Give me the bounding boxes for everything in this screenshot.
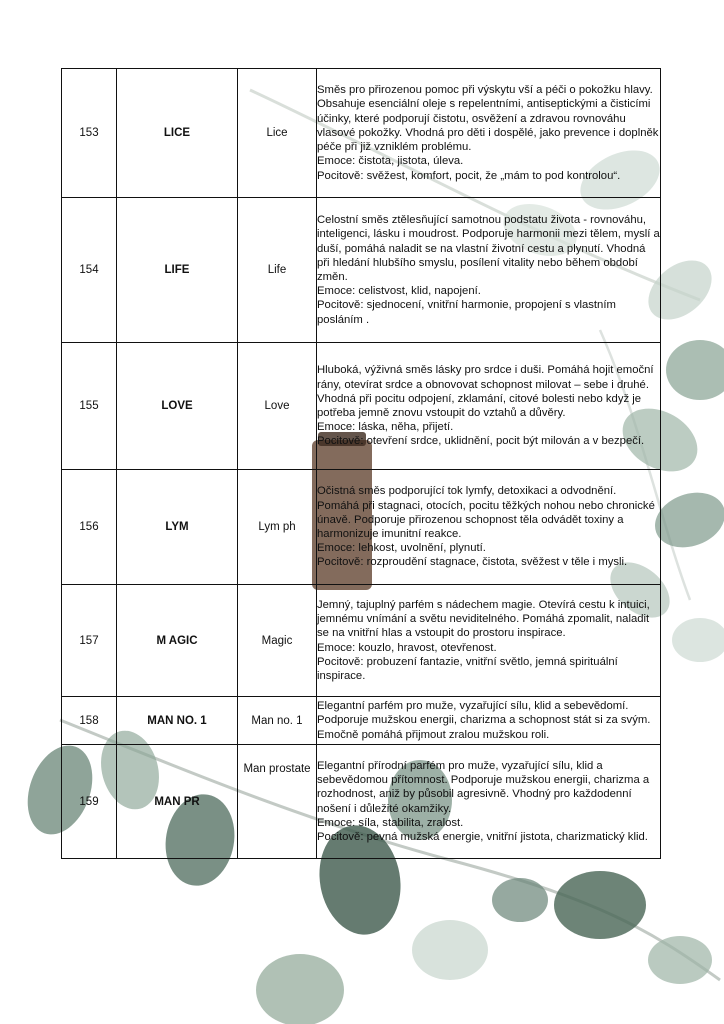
description-text: Směs pro přirozenou pomoc při výskytu vší a péči o pokožku hlavy. Obsahuje esenciální oleje s repelentními, antiseptickými a čisticími účinky, které podporují čistotu, osvěžení a zdravou rovnováhu vlasové pokožky. Vhodná pro děti i dospělé, jako prevence i doplněk péče při již vzniklém problému.	[317, 84, 659, 154]
emotions-text: Emoce: láska, něha, přijetí.	[317, 421, 454, 434]
product-name: Man prostate	[238, 745, 317, 859]
description-text: Elegantní parfém pro muže, vyzařující sílu, klid a sebevědomí. Podporuje mužskou energii, charizma a schopnost stát si za svým. Emočně pomáhá přijmout zralou mužskou roli.	[317, 700, 651, 741]
row-number: 153	[62, 69, 117, 198]
feelings-text: Pocitově: sjednocení, vnitřní harmonie, propojení s vlastním posláním .	[317, 299, 616, 326]
row-number: 154	[62, 198, 117, 343]
product-description-cell	[317, 198, 661, 343]
product-code: LICE	[117, 69, 238, 198]
emotions-text: Emoce: lehkost, uvolnění, plynutí.	[317, 542, 486, 555]
row-number: 155	[62, 343, 117, 470]
product-description-cell	[317, 745, 661, 859]
table-row	[62, 697, 661, 745]
description-text: Elegantní přírodní parfém pro muže, vyzařující sílu, klid a sebevědomou přítomnost. Podporuje mužskou energii, charizma a rozhodnost, aniž by působil agresivně. Vhodný pro každodenní nošení i důležité okamžiky.	[317, 759, 650, 815]
description-text: Hluboká, výživná směs lásky pro srdce i duši. Pomáhá hojit emoční rány, otevírat srdce a obnovovat schopnost milovat – sebe i druhé. Vhodná při pocitu odpojení, zklamání, citové bolesti nebo když je potřeba jemně znovu vstoupit do vztahů a důvěry.	[317, 364, 654, 419]
product-description-cell	[317, 69, 661, 198]
table-row	[62, 198, 661, 343]
product-name: Lice	[238, 69, 317, 198]
product-description-cell	[317, 697, 661, 745]
description-text: Jemný, tajuplný parfém s nádechem magie. Otevírá cestu k intuici, jemnému vnímání a světu neviditelného. Pomáhá zpomalit, naladit se na vnitřní hlas a vstoupit do prostoru inspirace.	[317, 598, 650, 640]
table-row	[62, 745, 661, 859]
product-description-cell	[317, 470, 661, 585]
description-text: Celostní směs ztělesňující samotnou podstatu života - rovnováhu, inteligenci, lásku i moudrost. Podporuje harmonii mezi tělem, myslí a duší, pomáhá naladit se na vlastní životní cestu a plynutí. Vhodná při hledání hlubšího smyslu, posílení vitality nebo během období změn.	[317, 214, 660, 283]
feelings-text: Pocitově: probuzení fantazie, vnitřní světlo, jemná spirituální inspirace.	[317, 655, 618, 682]
product-code: LYM	[117, 470, 238, 585]
product-name: Man no. 1	[238, 697, 317, 745]
emotions-text: Emoce: síla, stabilita, zralost.	[317, 816, 464, 829]
emotions-text: Emoce: čistota, jistota, úleva.	[317, 155, 464, 168]
feelings-text: Pocitově: pevná mužská energie, vnitřní jistota, charizmatický klid.	[317, 830, 648, 843]
row-number: 158	[62, 697, 117, 745]
product-name: Magic	[238, 585, 317, 697]
product-code: LOVE	[117, 343, 238, 470]
product-code: M AGIC	[117, 585, 238, 697]
feelings-text: Pocitově: svěžest, komfort, pocit, že „mám to pod kontrolou“.	[317, 169, 621, 182]
table-row	[62, 470, 661, 585]
emotions-text: Emoce: kouzlo, hravost, otevřenost.	[317, 641, 497, 654]
product-name: Life	[238, 198, 317, 343]
product-name: Love	[238, 343, 317, 470]
table-row	[62, 69, 661, 198]
product-description-cell	[317, 343, 661, 470]
product-code: MAN PR	[117, 745, 238, 859]
row-number: 157	[62, 585, 117, 697]
feelings-text: Pocitově: rozproudění stagnace, čistota, svěžest v těle i mysli.	[317, 556, 628, 569]
description-text: Očistná směs podporující tok lymfy, detoxikaci a odvodnění. Pomáhá při stagnaci, otocích, pocitu těžkých nohou nebo chronické únavě. Podporuje přirozenou schopnost těla odvádět toxiny a harmonizuje imunitní reakce.	[317, 485, 655, 540]
table-row	[62, 343, 661, 470]
feelings-text: Pocitově: otevření srdce, uklidnění, pocit být milován a v bezpečí.	[317, 435, 645, 448]
product-table	[61, 68, 661, 859]
product-name: Lym ph	[238, 470, 317, 585]
row-number: 159	[62, 745, 117, 859]
product-code: MAN NO. 1	[117, 697, 238, 745]
table-row	[62, 585, 661, 697]
product-code: LIFE	[117, 198, 238, 343]
emotions-text: Emoce: celistvost, klid, napojení.	[317, 285, 481, 298]
product-description-cell	[317, 585, 661, 697]
row-number: 156	[62, 470, 117, 585]
